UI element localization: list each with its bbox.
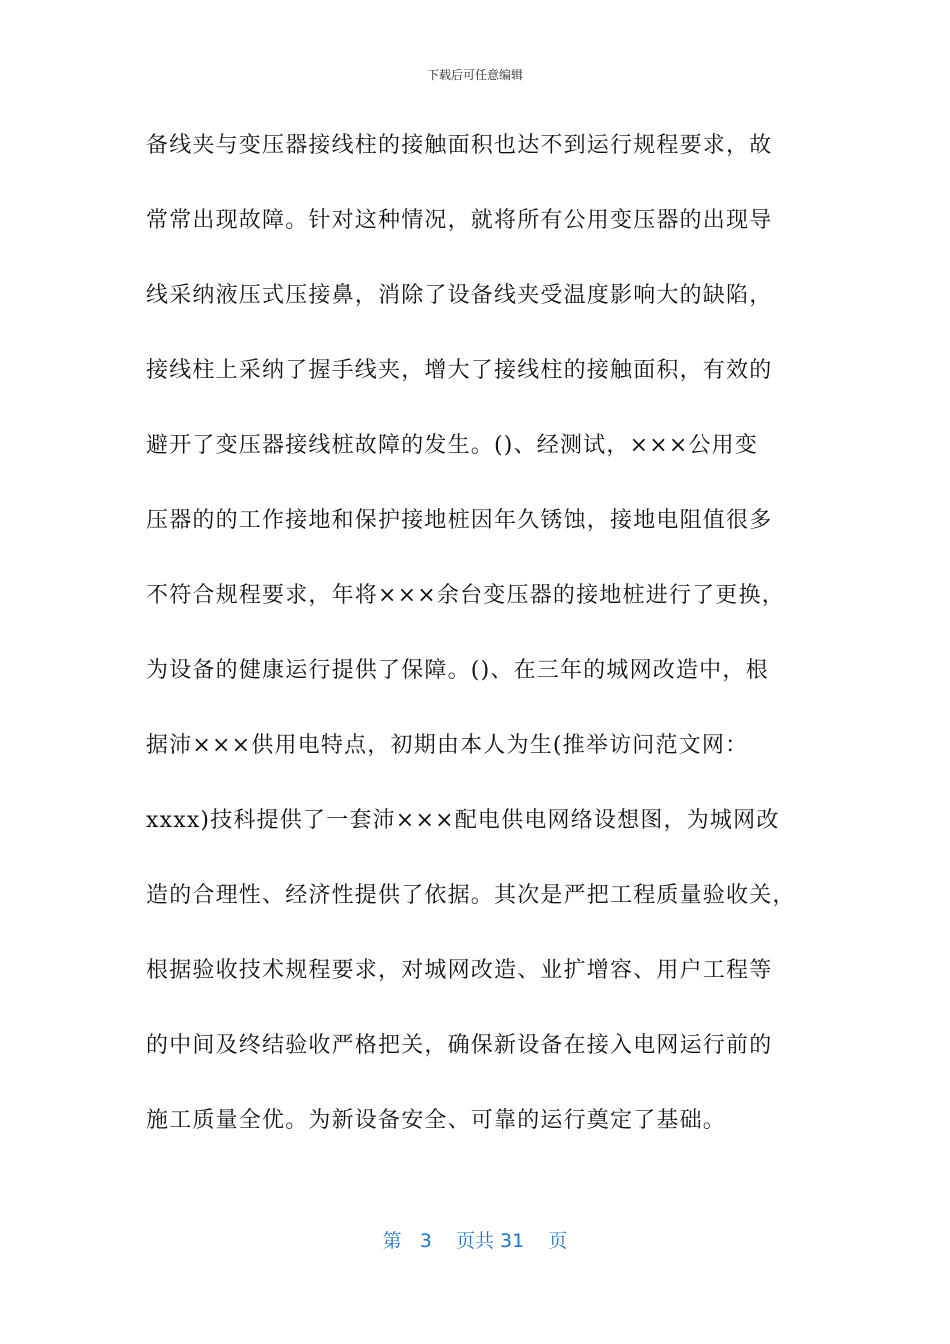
body-line: 备线夹与变压器接线柱的接触面积也达不到运行规程要求，故 — [146, 133, 773, 158]
page-label-suffix: 页 — [548, 1230, 568, 1252]
body-line: 避开了变压器接线桩故障的发生。()、经测试，×××公用变 — [146, 433, 759, 458]
page-label-middle: 页共 — [455, 1230, 494, 1252]
body-line: xxxx)技科提供了一套沛×××配电供电网络设想图，为城网改 — [146, 808, 780, 833]
body-line: 施工质量全优。为新设备安全、可靠的运行奠定了基础。 — [146, 1108, 727, 1133]
body-line: 为设备的健康运行提供了保障。()、在三年的城网改造中，根 — [146, 658, 769, 683]
body-line: 根据验收技术规程要求，对城网改造、业扩增容、用户工程等 — [146, 958, 773, 983]
body-line: 据沛×××供用电特点，初期由本人为生(推举访问范文网： — [146, 733, 749, 758]
page-label-prefix: 第 — [382, 1230, 402, 1252]
body-line: 接线柱上采纳了握手线夹，增大了接线柱的接触面积，有效的 — [146, 358, 773, 383]
body-line: 不符合规程要求，年将×××余台变压器的接地桩进行了更换， — [146, 583, 785, 608]
page-total: 31 — [500, 1230, 525, 1252]
page-number: 3 — [419, 1230, 432, 1252]
body-line: 的中间及终结验收严格把关，确保新设备在接入电网运行前的 — [146, 1033, 773, 1058]
body-line: 常常出现故障。针对这种情况，就将所有公用变压器的出现导 — [146, 208, 773, 233]
page-header-note: 下载后可任意编辑 — [426, 68, 523, 82]
body-line: 压器的的工作接地和保护接地桩因年久锈蚀，接地电阻值很多 — [146, 508, 773, 533]
page-footer — [0, 1226, 950, 1253]
body-line: 线采纳液压式压接鼻，消除了设备线夹受温度影响大的缺陷， — [146, 283, 773, 308]
document-body — [146, 126, 806, 1176]
body-line: 造的合理性、经济性提供了依据。其次是严把工程质量验收关， — [146, 883, 796, 908]
